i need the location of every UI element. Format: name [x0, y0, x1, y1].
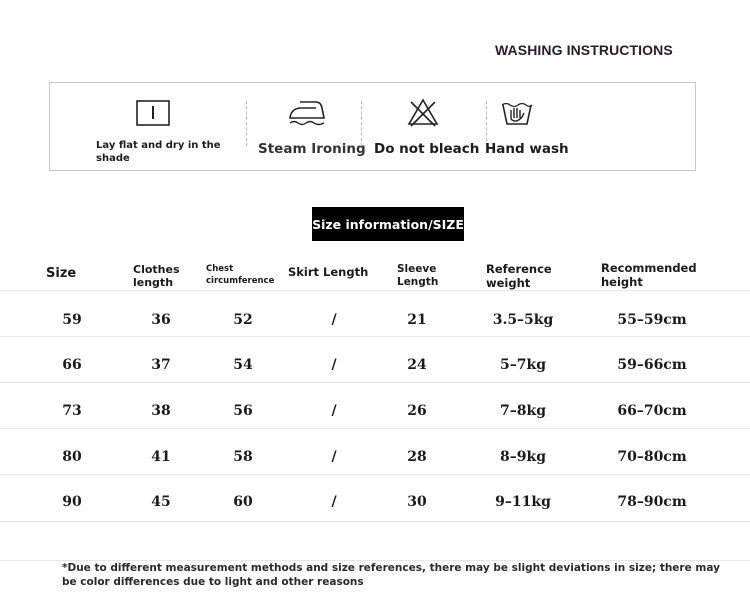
cell-size: 59	[62, 312, 82, 328]
washing-instructions-title: WASHING INSTRUCTIONS	[495, 42, 673, 58]
cell-size: 73	[62, 403, 82, 419]
cell-skirt: /	[331, 494, 337, 510]
wash-label-no-bleach: Do not bleach	[374, 141, 480, 157]
cell-height: 66–70cm	[617, 403, 687, 419]
cell-clothes-length: 38	[151, 403, 171, 419]
wash-separator	[246, 101, 247, 146]
wash-separator	[486, 101, 487, 146]
table-divider	[0, 521, 750, 522]
header-size: Size	[46, 266, 77, 281]
cell-sleeve: 30	[407, 494, 427, 510]
wash-label-hand-wash: Hand wash	[485, 141, 569, 157]
cell-chest: 58	[233, 449, 253, 465]
header-sleeve-length: Sleeve Length	[397, 263, 439, 288]
washing-instructions-panel	[49, 82, 696, 171]
cell-height: 78–90cm	[617, 494, 687, 510]
header-recommended-height: Recommended height	[601, 261, 697, 289]
table-divider	[0, 428, 750, 429]
cell-weight: 5–7kg	[500, 357, 546, 373]
measurement-disclaimer: *Due to different measurement methods and size references, there may be slight deviations in size; there may be color differences due to light and other reasons	[62, 562, 720, 588]
cell-weight: 8–9kg	[500, 449, 546, 465]
header-reference-weight: Reference weight	[486, 262, 552, 290]
cell-size: 66	[62, 357, 82, 373]
cell-sleeve: 21	[407, 312, 427, 328]
cell-height: 59–66cm	[617, 357, 687, 373]
lay-flat-dry-icon	[136, 100, 170, 126]
cell-weight: 7–8kg	[500, 403, 546, 419]
cell-chest: 60	[233, 494, 253, 510]
wash-separator	[361, 101, 362, 146]
size-information-banner: Size information/SIZE	[312, 207, 464, 241]
cell-skirt: /	[331, 312, 337, 328]
wash-label-steam-ironing: Steam Ironing	[258, 141, 366, 157]
table-divider	[0, 336, 750, 337]
cell-weight: 9–11kg	[495, 494, 551, 510]
cell-chest: 54	[233, 357, 253, 373]
table-divider	[0, 474, 750, 475]
cell-sleeve: 24	[407, 357, 427, 373]
header-chest-circumference: Chest circumference	[206, 264, 275, 287]
cell-height: 70–80cm	[617, 449, 687, 465]
cell-chest: 56	[233, 403, 253, 419]
cell-skirt: /	[331, 357, 337, 373]
hand-wash-icon	[500, 97, 534, 127]
cell-clothes-length: 45	[151, 494, 171, 510]
cell-skirt: /	[331, 449, 337, 465]
cell-chest: 52	[233, 312, 253, 328]
cell-clothes-length: 36	[151, 312, 171, 328]
cell-height: 55–59cm	[617, 312, 687, 328]
header-clothes-length: Clothes length	[133, 263, 180, 290]
cell-weight: 3.5–5kg	[492, 312, 554, 328]
cell-size: 90	[62, 494, 82, 510]
header-skirt-length: Skirt Length	[288, 265, 369, 279]
cell-sleeve: 26	[407, 403, 427, 419]
cell-clothes-length: 41	[151, 449, 171, 465]
no-bleach-icon	[407, 97, 439, 127]
iron-icon	[288, 98, 328, 128]
table-divider	[0, 290, 750, 291]
cell-sleeve: 28	[407, 449, 427, 465]
cell-size: 80	[62, 449, 82, 465]
wash-label-lay-flat: Lay flat and dry in the shade	[96, 140, 221, 164]
cell-skirt: /	[331, 403, 337, 419]
cell-clothes-length: 37	[151, 357, 171, 373]
table-divider	[0, 382, 750, 383]
